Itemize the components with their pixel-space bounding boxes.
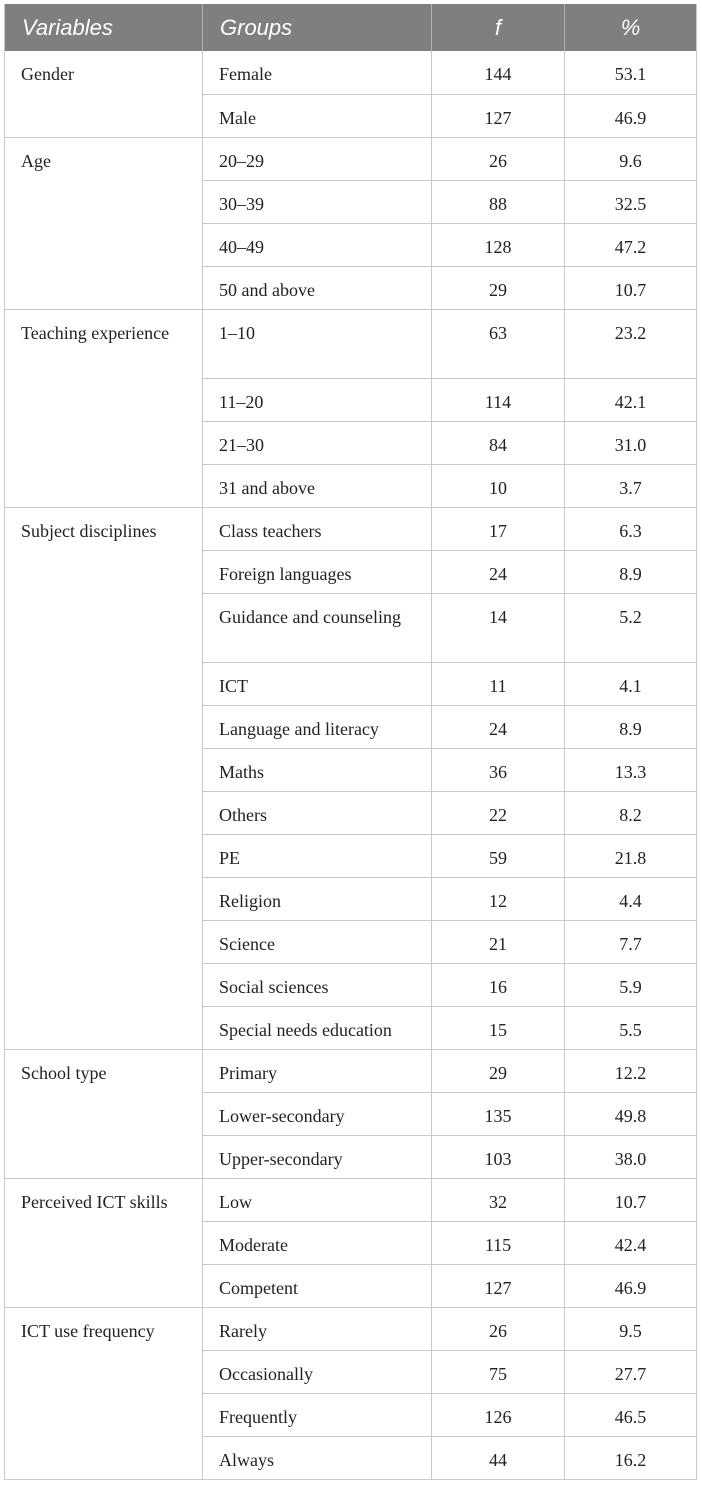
group-cell: Primary xyxy=(203,1049,432,1092)
frequency-cell: 59 xyxy=(432,834,565,877)
frequency-cell: 75 xyxy=(432,1350,565,1393)
frequency-cell: 36 xyxy=(432,748,565,791)
frequency-cell: 126 xyxy=(432,1393,565,1436)
header-variables: Variables xyxy=(5,4,203,51)
percent-cell: 6.3 xyxy=(565,507,697,550)
percent-cell: 8.2 xyxy=(565,791,697,834)
table-row xyxy=(5,507,697,550)
group-cell: Always xyxy=(203,1436,432,1479)
frequency-cell: 63 xyxy=(432,309,565,378)
group-cell: Class teachers xyxy=(203,507,432,550)
group-cell: Special needs education xyxy=(203,1006,432,1049)
frequency-cell: 15 xyxy=(432,1006,565,1049)
frequency-cell: 144 xyxy=(432,51,565,94)
percent-cell: 8.9 xyxy=(565,705,697,748)
frequency-cell: 24 xyxy=(432,705,565,748)
group-cell: Guidance and counseling xyxy=(203,593,432,662)
group-cell: PE xyxy=(203,834,432,877)
frequency-cell: 103 xyxy=(432,1135,565,1178)
header-row xyxy=(5,4,697,51)
percent-cell: 12.2 xyxy=(565,1049,697,1092)
variable-cell: Teaching experience xyxy=(5,309,203,507)
percent-cell: 5.9 xyxy=(565,963,697,1006)
group-cell: Male xyxy=(203,94,432,137)
frequency-cell: 127 xyxy=(432,94,565,137)
group-cell: Religion xyxy=(203,877,432,920)
percent-cell: 7.7 xyxy=(565,920,697,963)
group-cell: Foreign languages xyxy=(203,550,432,593)
percent-cell: 42.1 xyxy=(565,378,697,421)
header-groups: Groups xyxy=(203,4,432,51)
percent-cell: 9.5 xyxy=(565,1307,697,1350)
group-cell: 40–49 xyxy=(203,223,432,266)
percent-cell: 4.4 xyxy=(565,877,697,920)
group-cell: Occasionally xyxy=(203,1350,432,1393)
group-cell: 31 and above xyxy=(203,464,432,507)
frequency-cell: 127 xyxy=(432,1264,565,1307)
demographics-table xyxy=(4,4,697,1480)
frequency-cell: 11 xyxy=(432,662,565,705)
group-cell: Rarely xyxy=(203,1307,432,1350)
table-body xyxy=(5,51,697,1479)
percent-cell: 46.9 xyxy=(565,1264,697,1307)
group-cell: 1–10 xyxy=(203,309,432,378)
header-percent: % xyxy=(565,4,697,51)
percent-cell: 27.7 xyxy=(565,1350,697,1393)
group-cell: Low xyxy=(203,1178,432,1221)
table-row xyxy=(5,137,697,180)
group-cell: Frequently xyxy=(203,1393,432,1436)
frequency-cell: 29 xyxy=(432,266,565,309)
table-row xyxy=(5,1178,697,1221)
frequency-cell: 24 xyxy=(432,550,565,593)
group-cell: 21–30 xyxy=(203,421,432,464)
group-cell: 30–39 xyxy=(203,180,432,223)
table-header xyxy=(5,4,697,51)
frequency-cell: 32 xyxy=(432,1178,565,1221)
group-cell: Female xyxy=(203,51,432,94)
percent-cell: 31.0 xyxy=(565,421,697,464)
percent-cell: 13.3 xyxy=(565,748,697,791)
percent-cell: 23.2 xyxy=(565,309,697,378)
frequency-cell: 115 xyxy=(432,1221,565,1264)
frequency-cell: 21 xyxy=(432,920,565,963)
percent-cell: 38.0 xyxy=(565,1135,697,1178)
group-cell: 20–29 xyxy=(203,137,432,180)
table-row xyxy=(5,1307,697,1350)
percent-cell: 4.1 xyxy=(565,662,697,705)
variable-cell: Gender xyxy=(5,51,203,137)
frequency-cell: 88 xyxy=(432,180,565,223)
percent-cell: 53.1 xyxy=(565,51,697,94)
percent-cell: 32.5 xyxy=(565,180,697,223)
frequency-cell: 84 xyxy=(432,421,565,464)
percent-cell: 46.9 xyxy=(565,94,697,137)
variable-cell: ICT use frequency xyxy=(5,1307,203,1479)
percent-cell: 47.2 xyxy=(565,223,697,266)
percent-cell: 46.5 xyxy=(565,1393,697,1436)
group-cell: Upper-secondary xyxy=(203,1135,432,1178)
group-cell: Others xyxy=(203,791,432,834)
table-row xyxy=(5,51,697,94)
percent-cell: 5.5 xyxy=(565,1006,697,1049)
frequency-cell: 22 xyxy=(432,791,565,834)
percent-cell: 16.2 xyxy=(565,1436,697,1479)
frequency-cell: 17 xyxy=(432,507,565,550)
frequency-cell: 135 xyxy=(432,1092,565,1135)
frequency-cell: 114 xyxy=(432,378,565,421)
variable-cell: Age xyxy=(5,137,203,309)
group-cell: 11–20 xyxy=(203,378,432,421)
frequency-cell: 10 xyxy=(432,464,565,507)
percent-cell: 10.7 xyxy=(565,266,697,309)
frequency-cell: 44 xyxy=(432,1436,565,1479)
percent-cell: 10.7 xyxy=(565,1178,697,1221)
frequency-cell: 26 xyxy=(432,1307,565,1350)
group-cell: ICT xyxy=(203,662,432,705)
percent-cell: 49.8 xyxy=(565,1092,697,1135)
percent-cell: 42.4 xyxy=(565,1221,697,1264)
variable-cell: School type xyxy=(5,1049,203,1178)
frequency-cell: 14 xyxy=(432,593,565,662)
group-cell: 50 and above xyxy=(203,266,432,309)
frequency-cell: 12 xyxy=(432,877,565,920)
header-frequency: f xyxy=(432,4,565,51)
frequency-cell: 26 xyxy=(432,137,565,180)
percent-cell: 3.7 xyxy=(565,464,697,507)
group-cell: Science xyxy=(203,920,432,963)
percent-cell: 8.9 xyxy=(565,550,697,593)
group-cell: Moderate xyxy=(203,1221,432,1264)
table-row xyxy=(5,309,697,378)
variable-cell: Subject disciplines xyxy=(5,507,203,1049)
group-cell: Social sciences xyxy=(203,963,432,1006)
percent-cell: 21.8 xyxy=(565,834,697,877)
frequency-cell: 16 xyxy=(432,963,565,1006)
group-cell: Lower-secondary xyxy=(203,1092,432,1135)
percent-cell: 9.6 xyxy=(565,137,697,180)
group-cell: Language and literacy xyxy=(203,705,432,748)
table-row xyxy=(5,1049,697,1092)
group-cell: Competent xyxy=(203,1264,432,1307)
variable-cell: Perceived ICT skills xyxy=(5,1178,203,1307)
frequency-cell: 128 xyxy=(432,223,565,266)
percent-cell: 5.2 xyxy=(565,593,697,662)
frequency-cell: 29 xyxy=(432,1049,565,1092)
group-cell: Maths xyxy=(203,748,432,791)
